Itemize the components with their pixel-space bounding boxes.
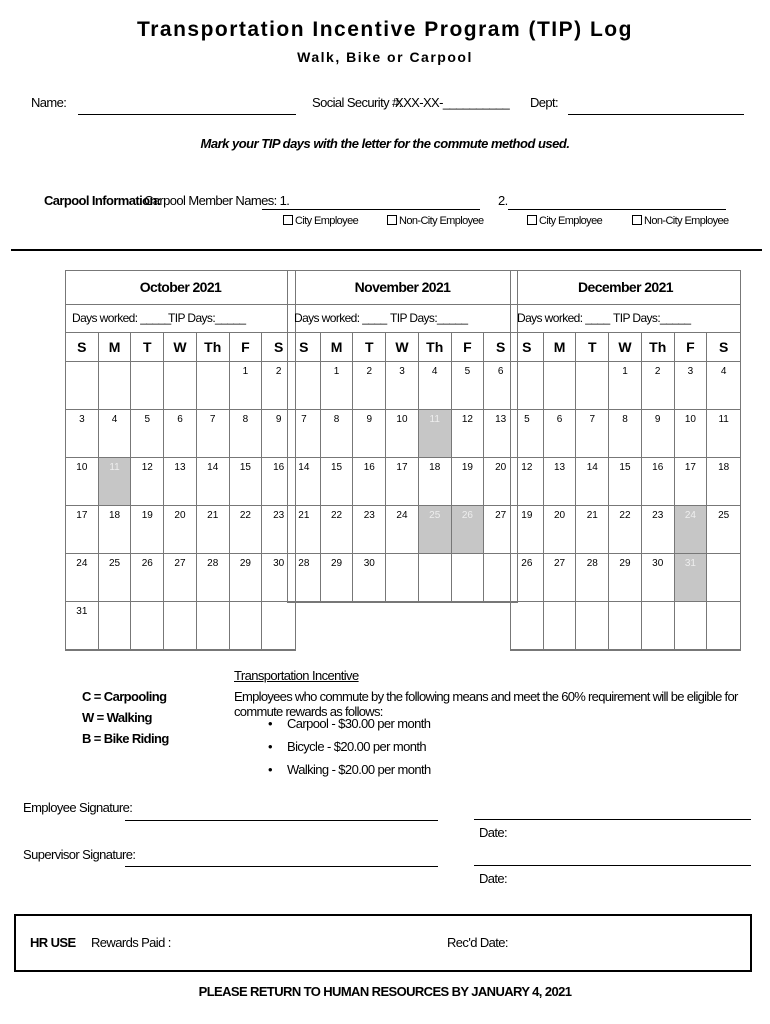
weekday-header: F xyxy=(230,333,263,362)
legend-biking: B = Bike Riding xyxy=(82,731,169,746)
weekday-header: M xyxy=(99,333,132,362)
calendar-day-cell[interactable]: 19 xyxy=(131,506,164,554)
weekday-header: M xyxy=(544,333,577,362)
calendar-day-cell[interactable]: 19 xyxy=(511,506,544,554)
weekday-header: S xyxy=(66,333,99,362)
calendar-day-cell[interactable]: 8 xyxy=(230,410,263,458)
calendar-empty-cell xyxy=(511,362,544,410)
calendar-month-title: December 2021 xyxy=(511,271,740,305)
calendar-day-cell[interactable]: 1 xyxy=(230,362,263,410)
calendar-day-cell[interactable]: 2 xyxy=(353,362,386,410)
calendar-day-cell[interactable]: 17 xyxy=(675,458,708,506)
calendar-empty-cell xyxy=(707,554,740,602)
calendar-grid xyxy=(66,333,295,650)
calendar-day-cell[interactable]: 4 xyxy=(419,362,452,410)
calendar-day-cell[interactable]: 24 xyxy=(675,506,708,554)
weekday-header: T xyxy=(576,333,609,362)
calendar-empty-cell xyxy=(230,602,263,650)
reward-walking: • Walking - $20.00 per month xyxy=(268,758,431,781)
calendar-day-cell[interactable]: 4 xyxy=(707,362,740,410)
calendar-day-cell[interactable]: 26 xyxy=(452,506,485,554)
calendar-days-row xyxy=(511,305,740,333)
calendar-day-cell[interactable]: 10 xyxy=(675,410,708,458)
return-instructions: PLEASE RETURN TO HUMAN RESOURCES BY JANUARY 4, 2021 xyxy=(198,984,572,999)
incentive-description: Employees who commute by the following means and meet the 60% requirement will be eligible for commute rewards as follows: xyxy=(234,689,738,719)
calendar-day-cell[interactable]: 22 xyxy=(321,506,354,554)
calendar-day-cell[interactable]: 20 xyxy=(544,506,577,554)
calendar-day-cell[interactable]: 5 xyxy=(452,362,485,410)
weekday-header: S xyxy=(484,333,517,362)
calendar-month-title: November 2021 xyxy=(288,271,517,305)
calendar-day-cell[interactable]: 3 xyxy=(675,362,708,410)
weekday-header: M xyxy=(321,333,354,362)
weekday-header: W xyxy=(609,333,642,362)
legend-walking: W = Walking xyxy=(82,710,152,725)
calendar-day-cell[interactable]: 6 xyxy=(484,362,517,410)
weekday-header: W xyxy=(386,333,419,362)
reward-bicycle: • Bicycle - $20.00 per month xyxy=(268,735,431,758)
calendar-day-cell[interactable]: 30 xyxy=(642,554,675,602)
calendar-day-cell[interactable]: 23 xyxy=(353,506,386,554)
calendar-day-cell[interactable]: 26 xyxy=(511,554,544,602)
member-2-city-option[interactable] xyxy=(527,215,602,227)
tip-days-field[interactable]: TIP Days:_____ xyxy=(613,311,691,325)
hr-use-label: HR USE xyxy=(30,935,76,950)
reward-list xyxy=(268,712,431,781)
calendar-empty-cell xyxy=(288,362,321,410)
calendar-empty-cell xyxy=(452,554,485,602)
calendar-day-cell[interactable]: 2 xyxy=(262,362,295,410)
calendar-empty-cell xyxy=(99,362,132,410)
calendar-day-cell[interactable]: 13 xyxy=(484,410,517,458)
calendar-day-cell[interactable]: 23 xyxy=(262,506,295,554)
incentive-heading: Transportation Incentive xyxy=(234,668,359,683)
calendar-day-cell[interactable]: 11 xyxy=(419,410,452,458)
checkbox-icon[interactable] xyxy=(283,215,293,225)
calendar-day-cell[interactable]: 21 xyxy=(576,506,609,554)
weekday-header: T xyxy=(353,333,386,362)
weekday-header: T xyxy=(131,333,164,362)
form-title: Transportation Incentive Program (TIP) Log xyxy=(137,18,633,41)
calendar-day-cell[interactable]: 21 xyxy=(197,506,230,554)
supervisor-signature-field[interactable] xyxy=(125,866,438,867)
calendar-november xyxy=(287,270,518,603)
dept-field[interactable] xyxy=(568,114,744,115)
calendar-day-cell[interactable]: 1 xyxy=(609,362,642,410)
calendar-day-cell[interactable]: 31 xyxy=(675,554,708,602)
calendar-day-cell[interactable]: 22 xyxy=(609,506,642,554)
calendar-day-cell[interactable]: 8 xyxy=(321,410,354,458)
calendar-day-cell[interactable]: 5 xyxy=(511,410,544,458)
checkbox-icon[interactable] xyxy=(387,215,397,225)
calendar-day-cell[interactable]: 26 xyxy=(131,554,164,602)
calendar-empty-cell xyxy=(66,362,99,410)
calendar-empty-cell xyxy=(675,602,708,650)
calendar-month-title: October 2021 xyxy=(66,271,295,305)
calendar-empty-cell xyxy=(164,602,197,650)
calendar-day-cell[interactable]: 13 xyxy=(544,458,577,506)
calendar-day-cell[interactable]: 9 xyxy=(642,410,675,458)
section-divider xyxy=(11,249,762,251)
recd-date-label: Rec'd Date: xyxy=(447,935,508,950)
calendar-empty-cell xyxy=(642,602,675,650)
weekday-header: S xyxy=(511,333,544,362)
employee-signature-field[interactable] xyxy=(125,820,438,821)
tip-days-field[interactable]: TIP Days:_____ xyxy=(390,311,468,325)
calendar-day-cell[interactable]: 12 xyxy=(511,458,544,506)
weekday-header: Th xyxy=(642,333,675,362)
city-employee-label: City Employee xyxy=(539,215,603,227)
calendar-day-cell[interactable]: 20 xyxy=(484,458,517,506)
weekday-header: F xyxy=(452,333,485,362)
calendar-day-cell[interactable]: 14 xyxy=(197,458,230,506)
calendar-empty-cell xyxy=(164,362,197,410)
calendar-day-cell[interactable]: 30 xyxy=(353,554,386,602)
calendar-day-cell[interactable]: 18 xyxy=(707,458,740,506)
weekday-header: W xyxy=(164,333,197,362)
weekday-header: S xyxy=(262,333,295,362)
calendar-day-cell[interactable]: 21 xyxy=(288,506,321,554)
supervisor-date-field[interactable] xyxy=(474,865,751,866)
dept-label: Dept: xyxy=(530,95,559,110)
ssn-label: Social Security #: xyxy=(312,95,402,110)
employee-signature-label: Employee Signature: xyxy=(23,800,133,815)
calendar-day-cell[interactable]: 30 xyxy=(262,554,295,602)
calendar-empty-cell xyxy=(707,602,740,650)
calendar-empty-cell xyxy=(609,602,642,650)
calendar-day-cell[interactable]: 16 xyxy=(642,458,675,506)
calendar-day-cell[interactable]: 9 xyxy=(353,410,386,458)
member-2-noncity-option[interactable] xyxy=(632,215,729,227)
tip-days-field[interactable]: TIP Days:_____ xyxy=(168,311,246,325)
calendar-day-cell[interactable]: 6 xyxy=(164,410,197,458)
weekday-header: S xyxy=(707,333,740,362)
calendar-day-cell[interactable]: 5 xyxy=(131,410,164,458)
calendar-day-cell[interactable]: 25 xyxy=(99,554,132,602)
member-1-noncity-option[interactable] xyxy=(387,215,484,227)
calendar-day-cell[interactable]: 19 xyxy=(452,458,485,506)
calendar-day-cell[interactable]: 16 xyxy=(262,458,295,506)
calendar-day-cell[interactable]: 6 xyxy=(544,410,577,458)
calendar-day-cell[interactable]: 29 xyxy=(230,554,263,602)
calendar-day-cell[interactable]: 3 xyxy=(66,410,99,458)
calendar-empty-cell xyxy=(419,554,452,602)
calendar-day-cell[interactable]: 11 xyxy=(707,410,740,458)
non-city-employee-label: Non-City Employee xyxy=(399,215,484,227)
calendar-empty-cell xyxy=(262,602,295,650)
calendar-day-cell[interactable]: 1 xyxy=(321,362,354,410)
calendar-day-cell[interactable]: 14 xyxy=(576,458,609,506)
calendar-day-cell[interactable]: 2 xyxy=(642,362,675,410)
calendar-day-cell[interactable]: 9 xyxy=(262,410,295,458)
calendar-day-cell[interactable]: 18 xyxy=(419,458,452,506)
calendar-grid xyxy=(288,333,517,602)
calendar-day-cell[interactable]: 17 xyxy=(386,458,419,506)
calendar-empty-cell xyxy=(576,602,609,650)
calendar-day-cell[interactable]: 3 xyxy=(386,362,419,410)
calendar-day-cell[interactable]: 29 xyxy=(321,554,354,602)
calendar-day-cell[interactable]: 28 xyxy=(576,554,609,602)
ssn-field[interactable]: XXX-XX-__________ xyxy=(395,95,510,110)
weekday-header: S xyxy=(288,333,321,362)
employee-date-field[interactable] xyxy=(474,819,751,820)
instruction-text: Mark your TIP days with the letter for the commute method used. xyxy=(200,136,570,151)
checkbox-icon[interactable] xyxy=(632,215,642,225)
calendar-december xyxy=(510,270,741,651)
calendar-days-row xyxy=(66,305,295,333)
calendar-day-cell[interactable]: 12 xyxy=(131,458,164,506)
calendar-day-cell[interactable]: 7 xyxy=(576,410,609,458)
calendar-day-cell[interactable]: 7 xyxy=(197,410,230,458)
calendar-day-cell[interactable]: 23 xyxy=(642,506,675,554)
carpool-member-2-label: 2. xyxy=(498,193,508,208)
calendar-day-cell[interactable]: 15 xyxy=(609,458,642,506)
weekday-header: Th xyxy=(419,333,452,362)
employee-date-label: Date: xyxy=(479,825,508,840)
carpool-members-label: Carpool Member Names: 1. xyxy=(144,193,290,208)
calendar-empty-cell xyxy=(197,602,230,650)
name-field[interactable] xyxy=(78,114,296,115)
calendar-day-cell[interactable]: 25 xyxy=(419,506,452,554)
calendar-day-cell[interactable]: 24 xyxy=(66,554,99,602)
calendar-empty-cell xyxy=(99,602,132,650)
non-city-employee-label: Non-City Employee xyxy=(644,215,729,227)
calendar-day-cell[interactable]: 29 xyxy=(609,554,642,602)
carpool-member-1-field[interactable] xyxy=(262,209,480,210)
calendar-days-row xyxy=(288,305,517,333)
carpool-member-2-field[interactable] xyxy=(508,209,726,210)
form-subtitle: Walk, Bike or Carpool xyxy=(297,49,473,65)
carpool-info-label: Carpool Information: xyxy=(44,193,161,208)
calendar-day-cell[interactable]: 20 xyxy=(164,506,197,554)
name-label: Name: xyxy=(31,95,67,110)
checkbox-icon[interactable] xyxy=(527,215,537,225)
calendar-day-cell[interactable]: 31 xyxy=(66,602,99,650)
calendar-empty-cell xyxy=(131,602,164,650)
calendar-empty-cell xyxy=(544,362,577,410)
calendar-day-cell[interactable]: 10 xyxy=(66,458,99,506)
weekday-header: F xyxy=(675,333,708,362)
calendar-day-cell[interactable]: 15 xyxy=(321,458,354,506)
supervisor-date-label: Date: xyxy=(479,871,508,886)
calendar-empty-cell xyxy=(576,362,609,410)
calendar-empty-cell xyxy=(386,554,419,602)
calendar-day-cell[interactable]: 24 xyxy=(386,506,419,554)
member-1-city-option[interactable] xyxy=(283,215,358,227)
legend-carpooling: C = Carpooling xyxy=(82,689,167,704)
commute-legend xyxy=(82,686,169,749)
days-worked-field[interactable]: Days worked: _____ xyxy=(72,311,171,325)
calendar-day-cell[interactable]: 8 xyxy=(609,410,642,458)
calendar-day-cell[interactable]: 17 xyxy=(66,506,99,554)
calendar-day-cell[interactable]: 7 xyxy=(288,410,321,458)
calendar-day-cell[interactable]: 25 xyxy=(707,506,740,554)
reward-carpool: • Carpool - $30.00 per month xyxy=(268,712,431,735)
calendar-day-cell[interactable]: 27 xyxy=(484,506,517,554)
days-worked-field[interactable]: Days worked: ____ xyxy=(294,311,387,325)
calendar-day-cell[interactable]: 10 xyxy=(386,410,419,458)
calendar-grid xyxy=(511,333,740,650)
city-employee-label: City Employee xyxy=(295,215,359,227)
calendar-day-cell[interactable]: 27 xyxy=(164,554,197,602)
calendar-day-cell[interactable]: 27 xyxy=(544,554,577,602)
calendar-day-cell[interactable]: 22 xyxy=(230,506,263,554)
calendar-empty-cell xyxy=(131,362,164,410)
weekday-header: Th xyxy=(197,333,230,362)
days-worked-field[interactable]: Days worked: ____ xyxy=(517,311,610,325)
calendar-day-cell[interactable]: 18 xyxy=(99,506,132,554)
calendar-day-cell[interactable]: 28 xyxy=(197,554,230,602)
calendar-empty-cell xyxy=(544,602,577,650)
calendar-day-cell[interactable]: 11 xyxy=(99,458,132,506)
calendar-day-cell[interactable]: 4 xyxy=(99,410,132,458)
calendar-day-cell[interactable]: 12 xyxy=(452,410,485,458)
supervisor-signature-label: Supervisor Signature: xyxy=(23,847,136,862)
calendar-empty-cell xyxy=(197,362,230,410)
calendar-day-cell[interactable]: 14 xyxy=(288,458,321,506)
calendar-october xyxy=(65,270,296,651)
calendar-day-cell[interactable]: 28 xyxy=(288,554,321,602)
calendar-day-cell[interactable]: 15 xyxy=(230,458,263,506)
calendar-empty-cell xyxy=(511,602,544,650)
calendar-day-cell[interactable]: 16 xyxy=(353,458,386,506)
calendar-day-cell[interactable]: 13 xyxy=(164,458,197,506)
rewards-paid-label: Rewards Paid : xyxy=(91,935,171,950)
